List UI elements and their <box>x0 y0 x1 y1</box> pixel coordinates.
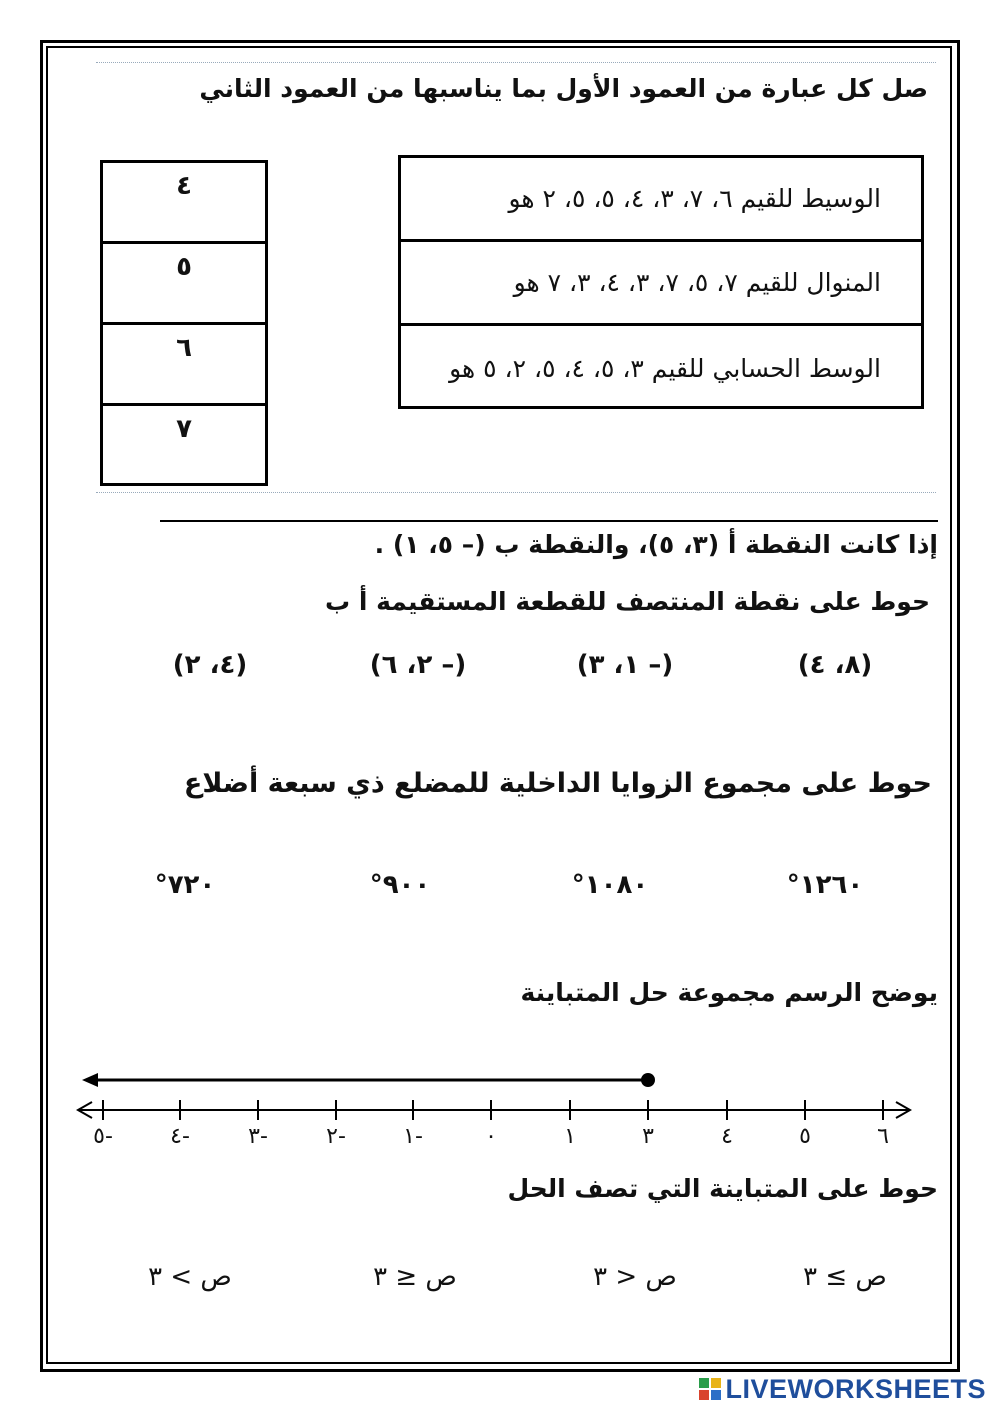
number-line-label: ٥- <box>93 1124 113 1149</box>
number-line-label: ٥ <box>799 1124 811 1149</box>
number-line-label: ٤ <box>721 1124 733 1149</box>
number-line-label: ٤- <box>170 1124 190 1149</box>
q3-option[interactable]: °١٢٦٠ <box>786 870 864 900</box>
number-line-label: ١ <box>564 1124 576 1149</box>
q1-instruction: صل كل عبارة من العمود الأول بما يناسبها من العمود الثاني <box>199 74 928 103</box>
number-line-label: ٣- <box>248 1124 268 1149</box>
number-line-label: ٦ <box>877 1124 889 1149</box>
matching-column-1 <box>398 155 924 409</box>
q2-option[interactable]: (٨، ٤) <box>797 650 873 680</box>
dotted-divider <box>96 62 936 63</box>
q3-option[interactable]: °٩٠٠ <box>369 870 431 900</box>
matching-answer[interactable]: ٤ <box>103 163 265 244</box>
matching-answer[interactable]: ٥ <box>103 244 265 325</box>
q2-question: حوط على نقطة المنتصف للقطعة المستقيمة أ ب <box>325 587 930 616</box>
number-line-label: ١- <box>403 1124 423 1149</box>
q2-option[interactable]: (– ١، ٣) <box>576 650 674 680</box>
q4-option[interactable]: ص < ٣ <box>593 1262 677 1292</box>
matching-item[interactable]: الوسيط للقيم ٦، ٧، ٣، ٤، ٥، ٥، ٢ هو <box>401 158 921 242</box>
matching-answer[interactable]: ٦ <box>103 325 265 406</box>
q2-intro: إذا كانت النقطة أ (٣، ٥)، والنقطة ب (– ٥، ١) . <box>374 530 938 559</box>
matching-column-2 <box>100 160 268 486</box>
q4-question: يوضح الرسم مجموعة حل المتباينة <box>520 978 938 1007</box>
number-line-label: ٠ <box>485 1124 497 1149</box>
q3-option[interactable]: °١٠٨٠ <box>571 870 649 900</box>
number-line-label: ٢- <box>326 1124 346 1149</box>
q4-option[interactable]: ص > ٣ <box>148 1262 232 1292</box>
q4-question2: حوط على المتباينة التي تصف الحل <box>507 1174 938 1203</box>
q2-option[interactable]: (٤، ٢) <box>172 650 248 680</box>
q4-option[interactable]: ص ≤ ٣ <box>373 1262 457 1292</box>
brand-logo-icon <box>699 1378 721 1400</box>
number-line-label: ٣ <box>642 1124 654 1149</box>
solution-ray-arrowhead <box>82 1073 98 1087</box>
section-rule <box>160 520 938 522</box>
q3-option[interactable]: °٧٢٠ <box>154 870 216 900</box>
solution-endpoint <box>641 1073 655 1087</box>
q3-question: حوط على مجموع الزوايا الداخلية للمضلع ذي سبعة أضلاع <box>183 768 932 799</box>
dotted-divider <box>96 492 936 493</box>
q4-option[interactable]: ص ≥ ٣ <box>803 1262 887 1292</box>
brand-name: LIVEWORKSHEETS <box>725 1374 986 1404</box>
liveworksheets-logo <box>699 1374 986 1405</box>
q2-option[interactable]: (– ٢، ٦) <box>369 650 467 680</box>
matching-item[interactable]: المنوال للقيم ٧، ٥، ٧، ٣، ٤، ٣، ٧ هو <box>401 242 921 326</box>
matching-item[interactable]: الوسط الحسابي للقيم ٣، ٥، ٤، ٥، ٢، ٥ هو <box>449 353 881 383</box>
matching-answer[interactable]: ٧ <box>176 414 192 444</box>
